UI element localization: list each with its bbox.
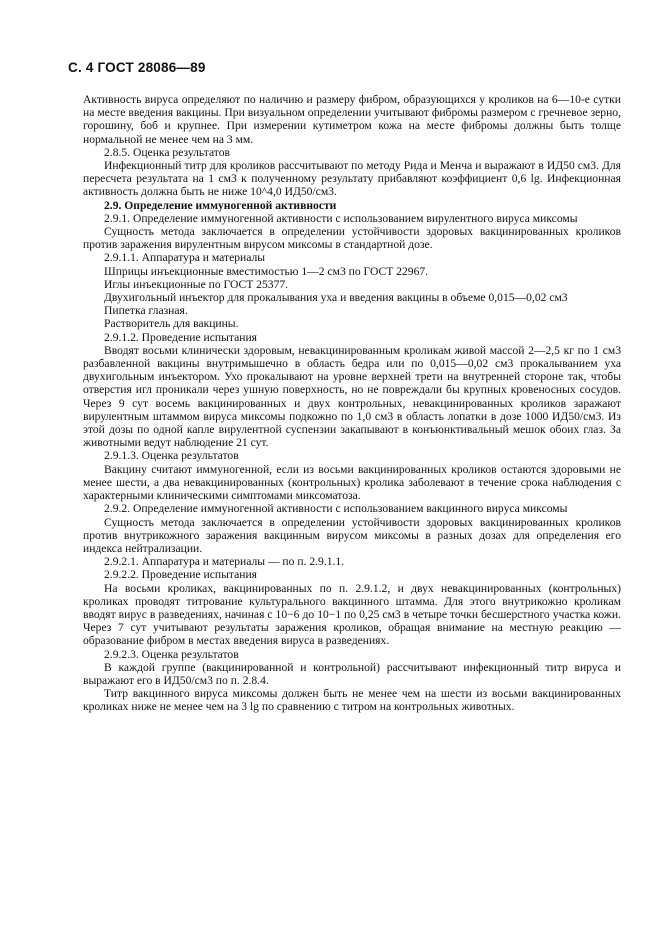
section-heading: 2.9.2.3. Оценка результатов <box>104 647 239 661</box>
page-header: С. 4 ГОСТ 28086—89 <box>68 60 206 75</box>
section-heading: 2.9.2.1. Аппаратура и материалы — по п. 2.9.1.1. <box>104 555 345 569</box>
section-heading: 2.9.1. Определение иммуногенной активности с использованием вирулентного вируса миксомы <box>104 211 578 225</box>
section-heading: 2.9.1.2. Проведение испытания <box>104 330 257 344</box>
list-item: Шприцы инъекционные вместимостью 1—2 см3 по ГОСТ 22967. <box>104 264 429 278</box>
paragraph: На восьми кроликах, вакцинированных по п. 2.9.1.2, и двух невакцинированных (контрольных) кроликах проводят титрование культурального вакцинного штамма. Для этого внутрикожно кроликам вводят вирус в разведениях, начиная с 10−6 до 10−1 по 0,25 см3 в четыре точки бесшерстного участка кожи. Через 7 сут учитывают результаты заражения кроликов, обращая внимание на местную реакцию — образование фибром в местах введения вируса в разведениях. <box>83 581 621 648</box>
list-item: Растворитель для вакцины. <box>104 317 239 331</box>
paragraph: Инфекционный титр для кроликов рассчитывают по методу Рида и Менча и выражают в ИД50 см3. Для пересчета результата на 1 см3 к полученному результату прибавляют коэффициент 0,6 lg. Инфекционная активность должна быть не ниже 10^4,0 ИД50/см3. <box>83 159 621 199</box>
list-item: Иглы инъекционные по ГОСТ 25377. <box>104 277 289 291</box>
list-item: Двухигольный инъектор для прокалывания уха и введения вакцины в объеме 0,015—0,02 см3 <box>104 291 568 305</box>
section-heading: 2.9.2.2. Проведение испытания <box>104 568 257 582</box>
section-heading: 2.9.1.3. Оценка результатов <box>104 449 239 463</box>
paragraph: В каждой группе (вакцинированной и контрольной) рассчитывают инфекционный титр вируса и выражают его в ИД50/см3 по п. 2.8.4. <box>83 660 621 687</box>
paragraph: Активность вируса определяют по наличию и размеру фибром, образующихся у кроликов на 6—10-е сутки на месте введения вакцины. При визуальном определении учитывают фибромы размером с гречневое зерно, горошину, боб и крупнее. При измерении кутиметром кожа на месте фибромы должны быть толще нормальной не менее чем на 3 мм. <box>83 93 621 146</box>
paragraph: Вакцину считают иммуногенной, если из восьми вакцинированных кроликов остаются здоровыми не менее шести, а два невакцинированных (контрольных) кролика заболевают в течение срока наблюдения с характерными клиническими симптомами миксоматоза. <box>83 462 621 503</box>
paragraph: Сущность метода заключается в определении устойчивости здоровых вакцинированных кроликов против внутрикожного заражения вакцинным вирусом миксомы в разных дозах для определения его индекса нейтрализации. <box>83 515 621 555</box>
section-heading: 2.9.2. Определение иммуногенной активности с использованием вакцинного вируса миксомы <box>104 502 568 516</box>
paragraph: Вводят восьми клинически здоровым, невакцинированным кроликам живой массой 2—2,5 кг по 1 см3 разбавленной вакцины внутримышечно в область бедра или по 0,015—0,02 см3 прокалыванием уха двухигольным инъектором. Ухо прокалывают на уровне верхней трети на внутренней стороне так, чтобы отверстия игл проникали через ушную поверхность, но не повреждали бы крупных кровеносных сосудов. Через 9 сут восемь вакцинированных и двух контрольных, невакцинированных кроликов заражают вирулентным штаммом вируса миксомы подкожно по 1,0 см3 в область лопатки в дозе 1000 ИД50/см3. Из этой дозы по одной капле вирулентной суспензии закапывают в конъюнктивальный мешок обоих глаз. За животными ведут наблюдение 21 сут. <box>83 343 621 450</box>
document-body <box>83 93 621 714</box>
list-item: Пипетка глазная. <box>104 304 188 318</box>
paragraph: Сущность метода заключается в определении устойчивости здоровых вакцинированных кроликов против заражения вирулентным вирусом миксомы в стандартной дозе. <box>83 225 621 252</box>
section-heading: 2.9.1.1. Аппаратура и материалы <box>104 251 266 265</box>
section-heading: 2.9. Определение иммуногенной активности <box>104 198 337 212</box>
section-heading: 2.8.5. Оценка результатов <box>104 145 230 159</box>
paragraph: Титр вакцинного вируса миксомы должен быть не менее чем на шести из восьми вакцинированных кроликах ниже не менее чем на 3 lg по сравнению с титром на контрольных животных. <box>83 687 621 714</box>
